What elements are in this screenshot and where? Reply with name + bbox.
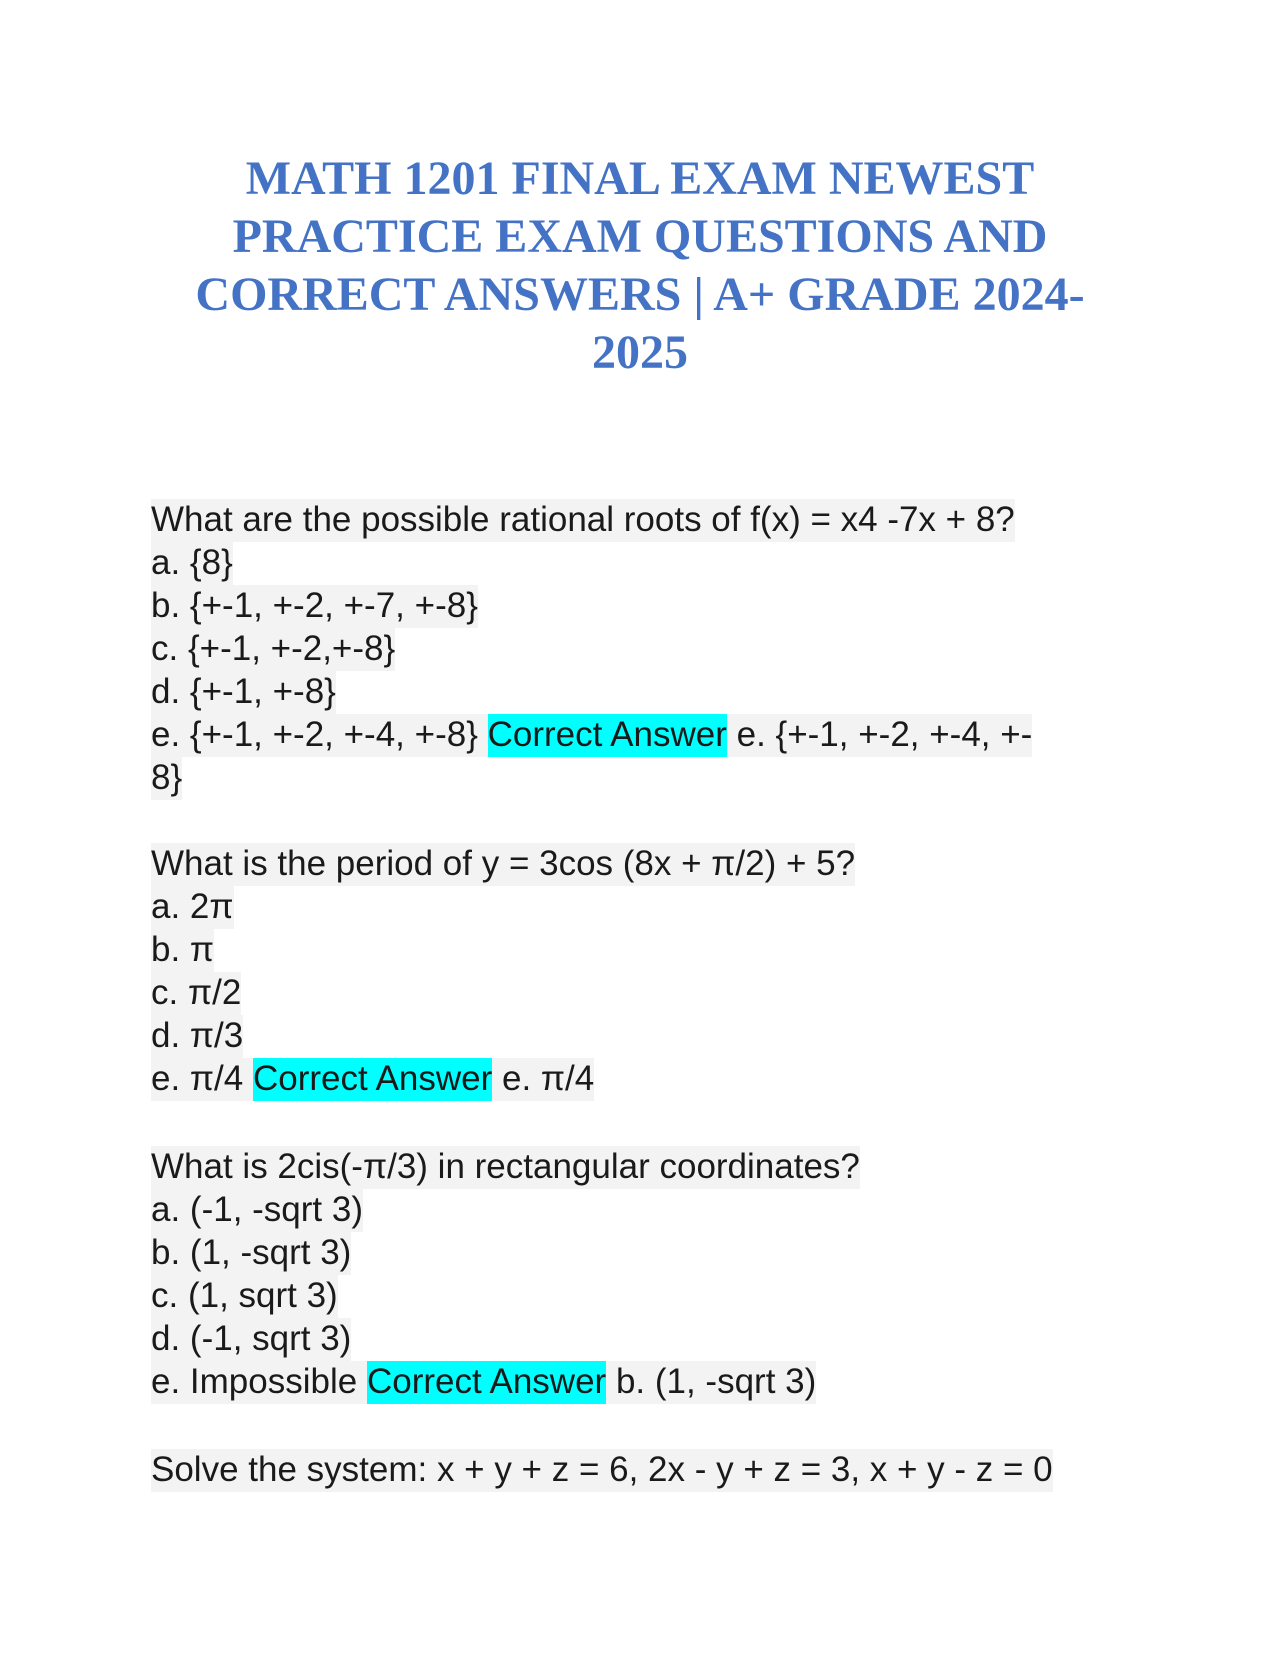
correct-answer-label: Correct Answer bbox=[488, 714, 727, 757]
option-a: a. {8} bbox=[151, 542, 233, 585]
question-text: Solve the system: x + y + z = 6, 2x - y + z = 3, x + y - z = 0 bbox=[151, 1449, 1053, 1492]
option-c: c. (1, sqrt 3) bbox=[151, 1275, 338, 1318]
correct-answer-label: Correct Answer bbox=[253, 1058, 492, 1101]
correct-answer-value: e. π/4 bbox=[502, 1058, 594, 1101]
option-d: d. π/3 bbox=[151, 1015, 243, 1058]
question-text: What are the possible rational roots of f(x) = x4 -7x + 8? bbox=[151, 499, 1015, 542]
question-block-3 bbox=[151, 1145, 860, 1403]
question-text: What is the period of y = 3cos (8x + π/2) + 5? bbox=[151, 843, 855, 886]
correct-answer-value: e. {+-1, +-2, +-4, +- bbox=[737, 714, 1033, 757]
option-a: a. 2π bbox=[151, 886, 234, 929]
title-line-2: PRACTICE EXAM QUESTIONS AND bbox=[232, 210, 1048, 263]
title-line-4: 2025 bbox=[592, 326, 688, 379]
option-e: e. π/4 bbox=[151, 1058, 243, 1101]
option-d: d. (-1, sqrt 3) bbox=[151, 1318, 351, 1361]
question-block-2 bbox=[151, 842, 855, 1100]
option-b: b. {+-1, +-2, +-7, +-8} bbox=[151, 585, 478, 628]
correct-answer-value: b. (1, -sqrt 3) bbox=[616, 1361, 816, 1404]
question-block-4 bbox=[151, 1448, 1053, 1491]
option-b: b. π bbox=[151, 929, 214, 972]
title-line-1: MATH 1201 FINAL EXAM NEWEST bbox=[245, 152, 1035, 205]
option-c: c. {+-1, +-2,+-8} bbox=[151, 628, 395, 671]
option-c: c. π/2 bbox=[151, 972, 241, 1015]
correct-answer-label: Correct Answer bbox=[367, 1361, 606, 1404]
option-d: d. {+-1, +-8} bbox=[151, 671, 336, 714]
option-b: b. (1, -sqrt 3) bbox=[151, 1232, 351, 1275]
question-block-1 bbox=[151, 498, 1032, 799]
correct-answer-value-cont: 8} bbox=[151, 757, 182, 800]
title-line-3: CORRECT ANSWERS | A+ GRADE 2024- bbox=[195, 268, 1085, 321]
option-e: e. Impossible bbox=[151, 1361, 357, 1404]
question-text: What is 2cis(-π/3) in rectangular coordinates? bbox=[151, 1146, 860, 1189]
option-e: e. {+-1, +-2, +-4, +-8} bbox=[151, 714, 478, 757]
option-a: a. (-1, -sqrt 3) bbox=[151, 1189, 363, 1232]
document-title bbox=[150, 150, 1130, 382]
